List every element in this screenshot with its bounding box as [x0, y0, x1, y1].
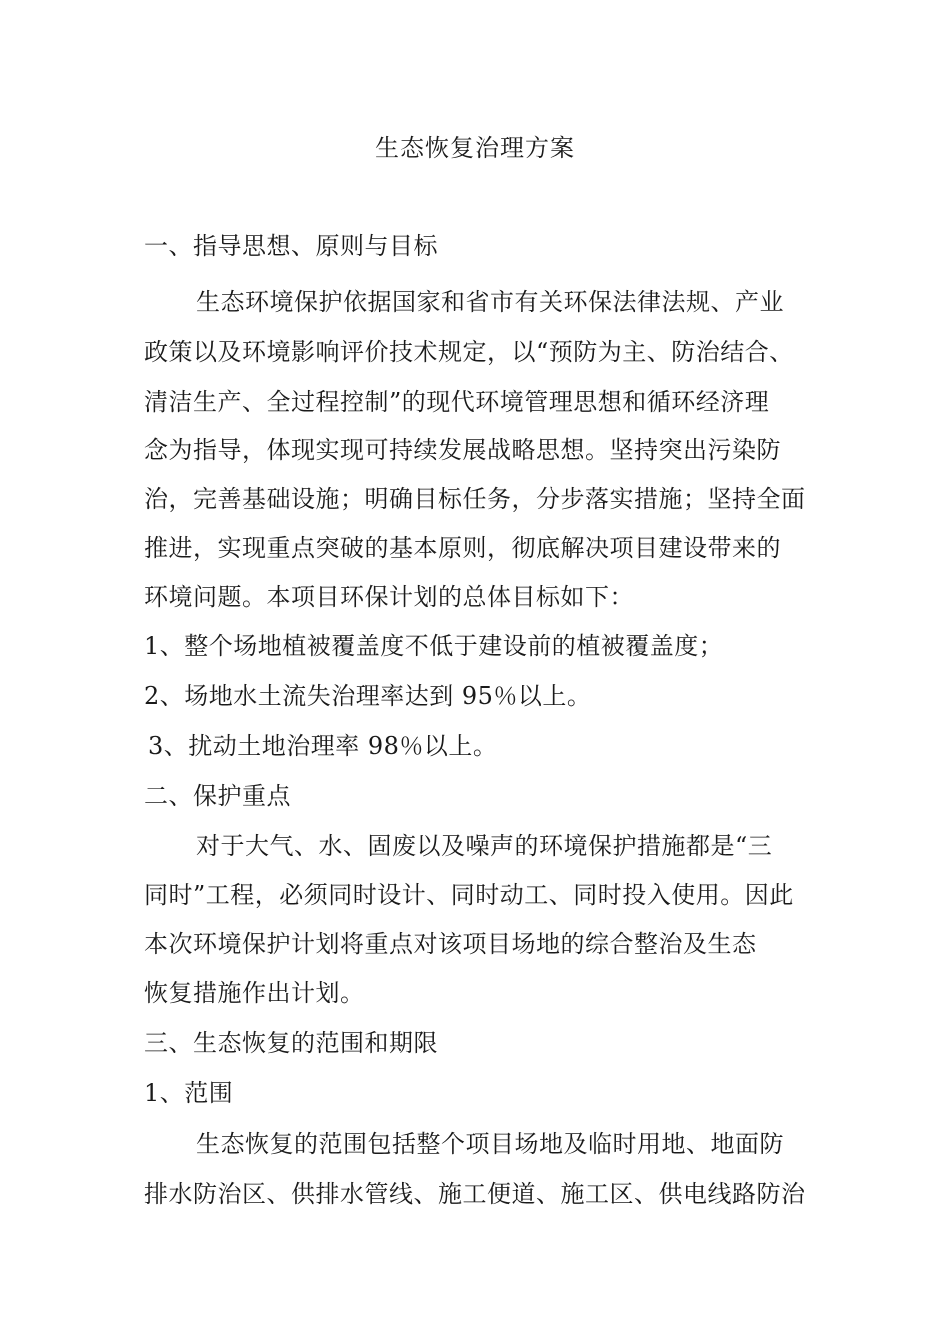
paragraph-line: 生态恢复的范围包括整个项目场地及临时用地、地面防 [196, 1130, 784, 1158]
section-heading-3: 三、生态恢复的范围和期限 [144, 1029, 438, 1057]
paragraph-line: 治，完善基础设施；明确目标任务，分步落实措施；坚持全面 [144, 485, 806, 513]
paragraph-line: 政策以及环境影响评价技术规定，以“预防为主、防治结合、 [144, 338, 794, 366]
paragraph-line: 清洁生产、全过程控制”的现代环境管理思想和循环经济理 [144, 388, 770, 416]
paragraph-line: 环境问题。本项目环保计划的总体目标如下： [144, 583, 634, 611]
paragraph-line: 恢复措施作出计划。 [144, 979, 365, 1007]
list-item: 1、整个场地植被覆盖度不低于建设前的植被覆盖度； [144, 632, 724, 660]
list-item: 2、场地水土流失治理率达到 95％以上。 [144, 682, 592, 710]
document-title: 生态恢复治理方案 [375, 134, 575, 162]
paragraph-line: 同时”工程，必须同时设计、同时动工、同时投入使用。因此 [144, 881, 794, 909]
list-item: 3、扰动土地治理率 98％以上。 [148, 732, 498, 760]
section-heading-1: 一、指导思想、原则与目标 [144, 232, 438, 260]
subsection-heading: 1、范围 [144, 1079, 234, 1107]
paragraph-line: 生态环境保护依据国家和省市有关环保法律法规、产业 [196, 288, 784, 316]
section-heading-2: 二、保护重点 [144, 782, 291, 810]
paragraph-line: 念为指导，体现实现可持续发展战略思想。坚持突出污染防 [144, 436, 781, 464]
paragraph-line: 对于大气、水、固废以及噪声的环境保护措施都是“三 [196, 832, 773, 860]
paragraph-line: 推进，实现重点突破的基本原则，彻底解决项目建设带来的 [144, 534, 781, 562]
paragraph-line: 排水防治区、供排水管线、施工便道、施工区、供电线路防治 [144, 1180, 806, 1208]
paragraph-line: 本次环境保护计划将重点对该项目场地的综合整治及生态 [144, 930, 757, 958]
